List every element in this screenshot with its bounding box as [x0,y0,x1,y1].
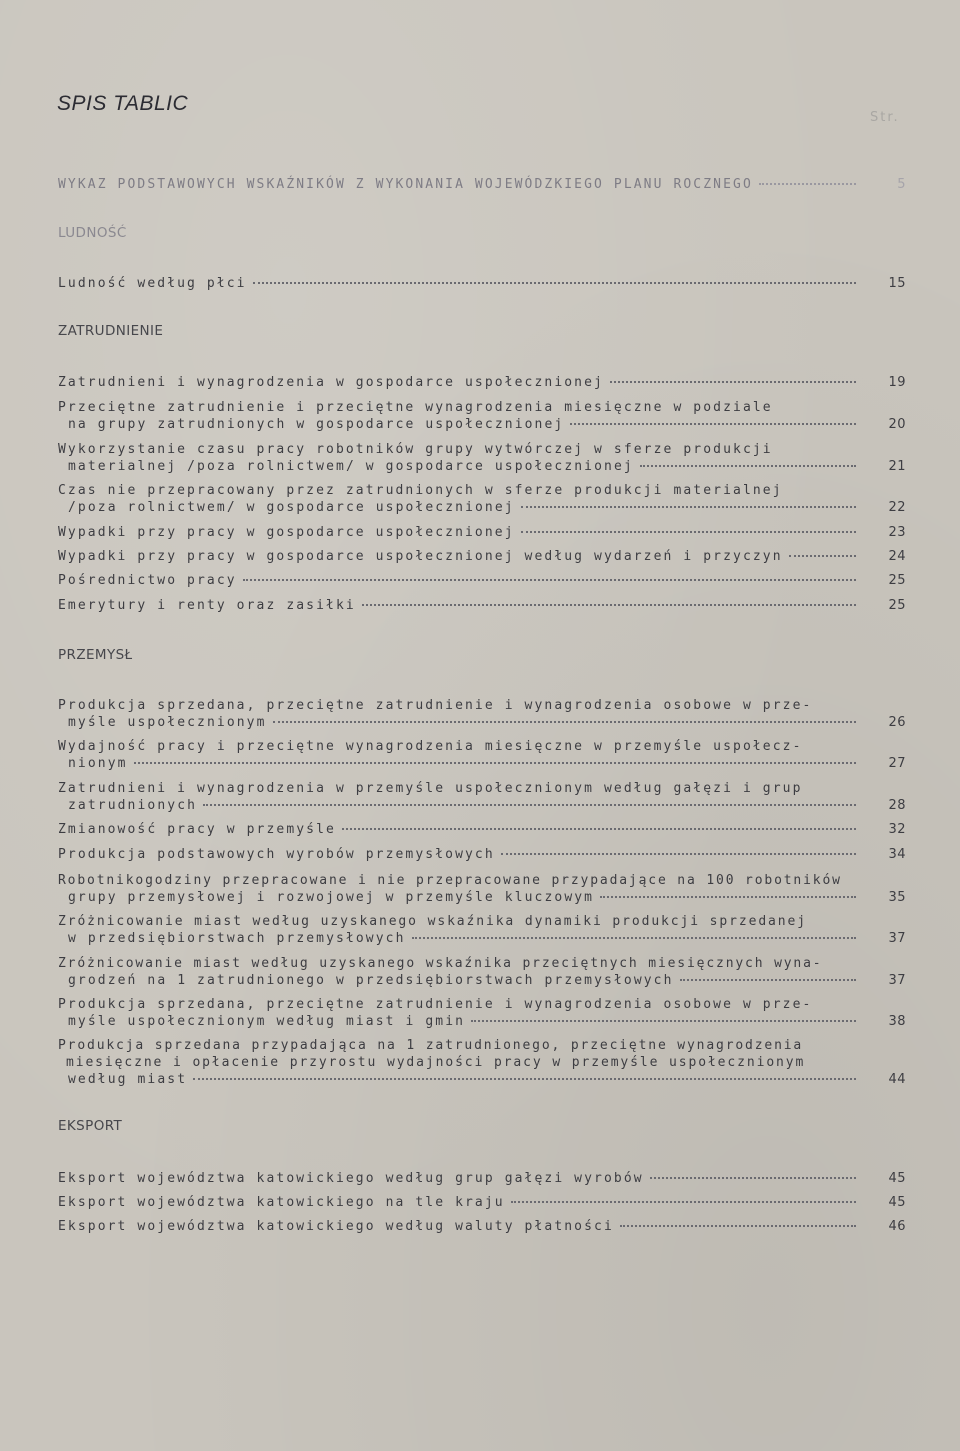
toc-entry[interactable] [58,374,906,391]
entry-page: 27 [888,756,906,771]
entry-title: grodzeń na 1 zatrudnionego w przedsiębiorstwach przemysłowych [68,973,674,988]
leader-dots [412,937,856,939]
entry-title: Emerytury i renty oraz zasiłki [58,598,356,613]
entry-title: nionym [68,756,128,771]
entry-title: Pośrednictwo pracy [58,573,237,588]
entry-title-line: Wykorzystanie czasu pracy robotników grupy wytwórczej w sferze produkcji [58,442,773,457]
entry-title: WYKAZ PODSTAWOWYCH WSKAŹNIKÓW Z WYKONANIA WOJEWÓDZKIEGO PLANU ROCZNEGO [58,177,753,192]
toc-entry[interactable] [58,1194,906,1211]
entry-title: Wypadki przy pracy w gospodarce uspołecznionej [58,525,515,540]
entry-page: 15 [888,276,906,291]
leader-dots [203,804,856,806]
leader-dots [610,381,856,383]
section-heading-eksport: EKSPORT [58,1118,123,1134]
toc-entry[interactable] [58,780,906,814]
entry-title: na grupy zatrudnionych w gospodarce uspołecznionej [68,417,565,432]
toc-entry[interactable] [58,275,906,292]
leader-dots [789,555,856,557]
entry-page: 20 [888,417,906,432]
toc-entry[interactable] [58,872,906,906]
leader-dots [521,531,856,533]
entry-title-line: Zróżnicowanie miast według uzyskanego wskaźnika przeciętnych miesięcznych wyna- [58,956,823,971]
page-title: SPIS TABLIC [57,92,189,115]
entry-page: 5 [897,177,906,192]
toc-entry[interactable] [58,1037,906,1088]
entry-title: Ludność według płci [58,276,247,291]
entry-title: Eksport województwa katowickiego według grup gałęzi wyrobów [58,1171,644,1186]
leader-dots [511,1201,856,1203]
toc-entry[interactable] [58,524,906,541]
entry-page: 25 [888,598,906,613]
entry-title-line: Przeciętne zatrudnienie i przeciętne wynagrodzenia miesięczne w podziale [58,400,773,415]
entry-title: w przedsiębiorstwach przemysłowych [68,931,406,946]
toc-entry[interactable] [58,697,906,731]
entry-title: Eksport województwa katowickiego według waluty płatności [58,1219,614,1234]
entry-title: materialnej /poza rolnictwem/ w gospodarce uspołecznionej [68,459,634,474]
entry-page: 34 [888,847,906,862]
toc-entry[interactable] [58,955,906,989]
leader-dots [253,282,856,284]
entry-page: 26 [888,715,906,730]
entry-title: Eksport województwa katowickiego na tle kraju [58,1195,505,1210]
leader-dots [342,828,856,830]
leader-dots [640,465,856,467]
leader-dots [600,896,856,898]
toc-entry[interactable] [58,572,906,589]
entry-title-line: Czas nie przepracowany przez zatrudnionych w sferze produkcji materialnej [58,483,783,498]
entry-title-line: Produkcja sprzedana, przeciętne zatrudnienie i wynagrodzenia osobowe w prze- [58,698,813,713]
entry-title-line: Wydajność pracy i przeciętne wynagrodzenia miesięczne w przemyśle uspołecz- [58,739,803,754]
leader-dots [680,979,856,981]
entry-title-line: Produkcja sprzedana, przeciętne zatrudnienie i wynagrodzenia osobowe w prze- [58,997,813,1012]
leader-dots [521,506,856,508]
entry-title: Zmianowość pracy w przemyśle [58,822,336,837]
entry-title-line: Produkcja sprzedana przypadająca na 1 zatrudnionego, przeciętne wynagrodzenia [58,1038,804,1053]
page-column-label: Str. [870,110,900,125]
leader-dots [134,762,856,764]
leader-dots [243,579,856,581]
entry-page: 45 [888,1195,906,1210]
entry-page: 24 [888,549,906,564]
toc-entry[interactable] [58,846,906,863]
leader-dots [620,1225,856,1227]
section-heading-przemysl: PRZEMYSŁ [58,647,133,663]
leader-dots [501,853,856,855]
entry-title: Wypadki przy pracy w gospodarce uspołecznionej według wydarzeń i przyczyn [58,549,783,564]
entry-title: /poza rolnictwem/ w gospodarce uspołecznionej [68,500,515,515]
entry-page: 37 [888,931,906,946]
toc-entry[interactable] [58,176,906,193]
entry-page: 46 [888,1219,906,1234]
entry-page: 35 [888,890,906,905]
leader-dots [362,604,856,606]
entry-title: według miast [68,1072,188,1087]
leader-dots [273,721,856,723]
toc-entry[interactable] [58,399,906,433]
toc-entry[interactable] [58,996,906,1030]
entry-title: grupy przemysłowej i rozwojowej w przemyśle kluczowym [68,890,595,905]
entry-title-line: Robotnikogodziny przepracowane i nie przepracowane przypadające na 100 robotników [58,873,842,888]
toc-entry[interactable] [58,441,906,475]
leader-dots [471,1020,856,1022]
entry-title: myśle uspołecznionym według miast i gmin [68,1014,466,1029]
entry-page: 37 [888,973,906,988]
section-heading-zatrudnienie: ZATRUDNIENIE [58,323,164,339]
entry-page: 25 [888,573,906,588]
toc-entry[interactable] [58,482,906,516]
toc-entry[interactable] [58,738,906,772]
entry-page: 22 [888,500,906,515]
leader-dots [193,1078,856,1080]
toc-entry[interactable] [58,1218,906,1235]
toc-entry[interactable] [58,913,906,947]
entry-page: 38 [888,1014,906,1029]
toc-entry[interactable] [58,597,906,614]
entry-page: 23 [888,525,906,540]
entry-page: 32 [888,822,906,837]
entry-title: Zatrudnieni i wynagrodzenia w gospodarce uspołecznionej [58,375,604,390]
entry-title-line: Zatrudnieni i wynagrodzenia w przemyśle uspołecznionym według gałęzi i grup [58,781,803,796]
toc-entry[interactable] [58,821,906,838]
entry-title-line: miesięczne i opłacenie przyrostu wydajności pracy w przemyśle uspołecznionym [66,1055,806,1070]
entry-title: Produkcja podstawowych wyrobów przemysłowych [58,847,495,862]
leader-dots [570,423,856,425]
entry-page: 45 [888,1171,906,1186]
section-heading-ludnosc: LUDNOŚĆ [58,225,127,241]
leader-dots [650,1177,856,1179]
entry-title: zatrudnionych [68,798,198,813]
entry-page: 19 [888,375,906,390]
entry-page: 28 [888,798,906,813]
toc-entry[interactable] [58,1170,906,1187]
entry-title-line: Zróżnicowanie miast według uzyskanego wskaźnika dynamiki produkcji sprzedanej [58,914,807,929]
entry-page: 44 [888,1072,906,1087]
toc-entry[interactable] [58,548,906,565]
entry-page: 21 [888,459,906,474]
entry-title: myśle uspołecznionym [68,715,267,730]
leader-dots [759,183,856,185]
